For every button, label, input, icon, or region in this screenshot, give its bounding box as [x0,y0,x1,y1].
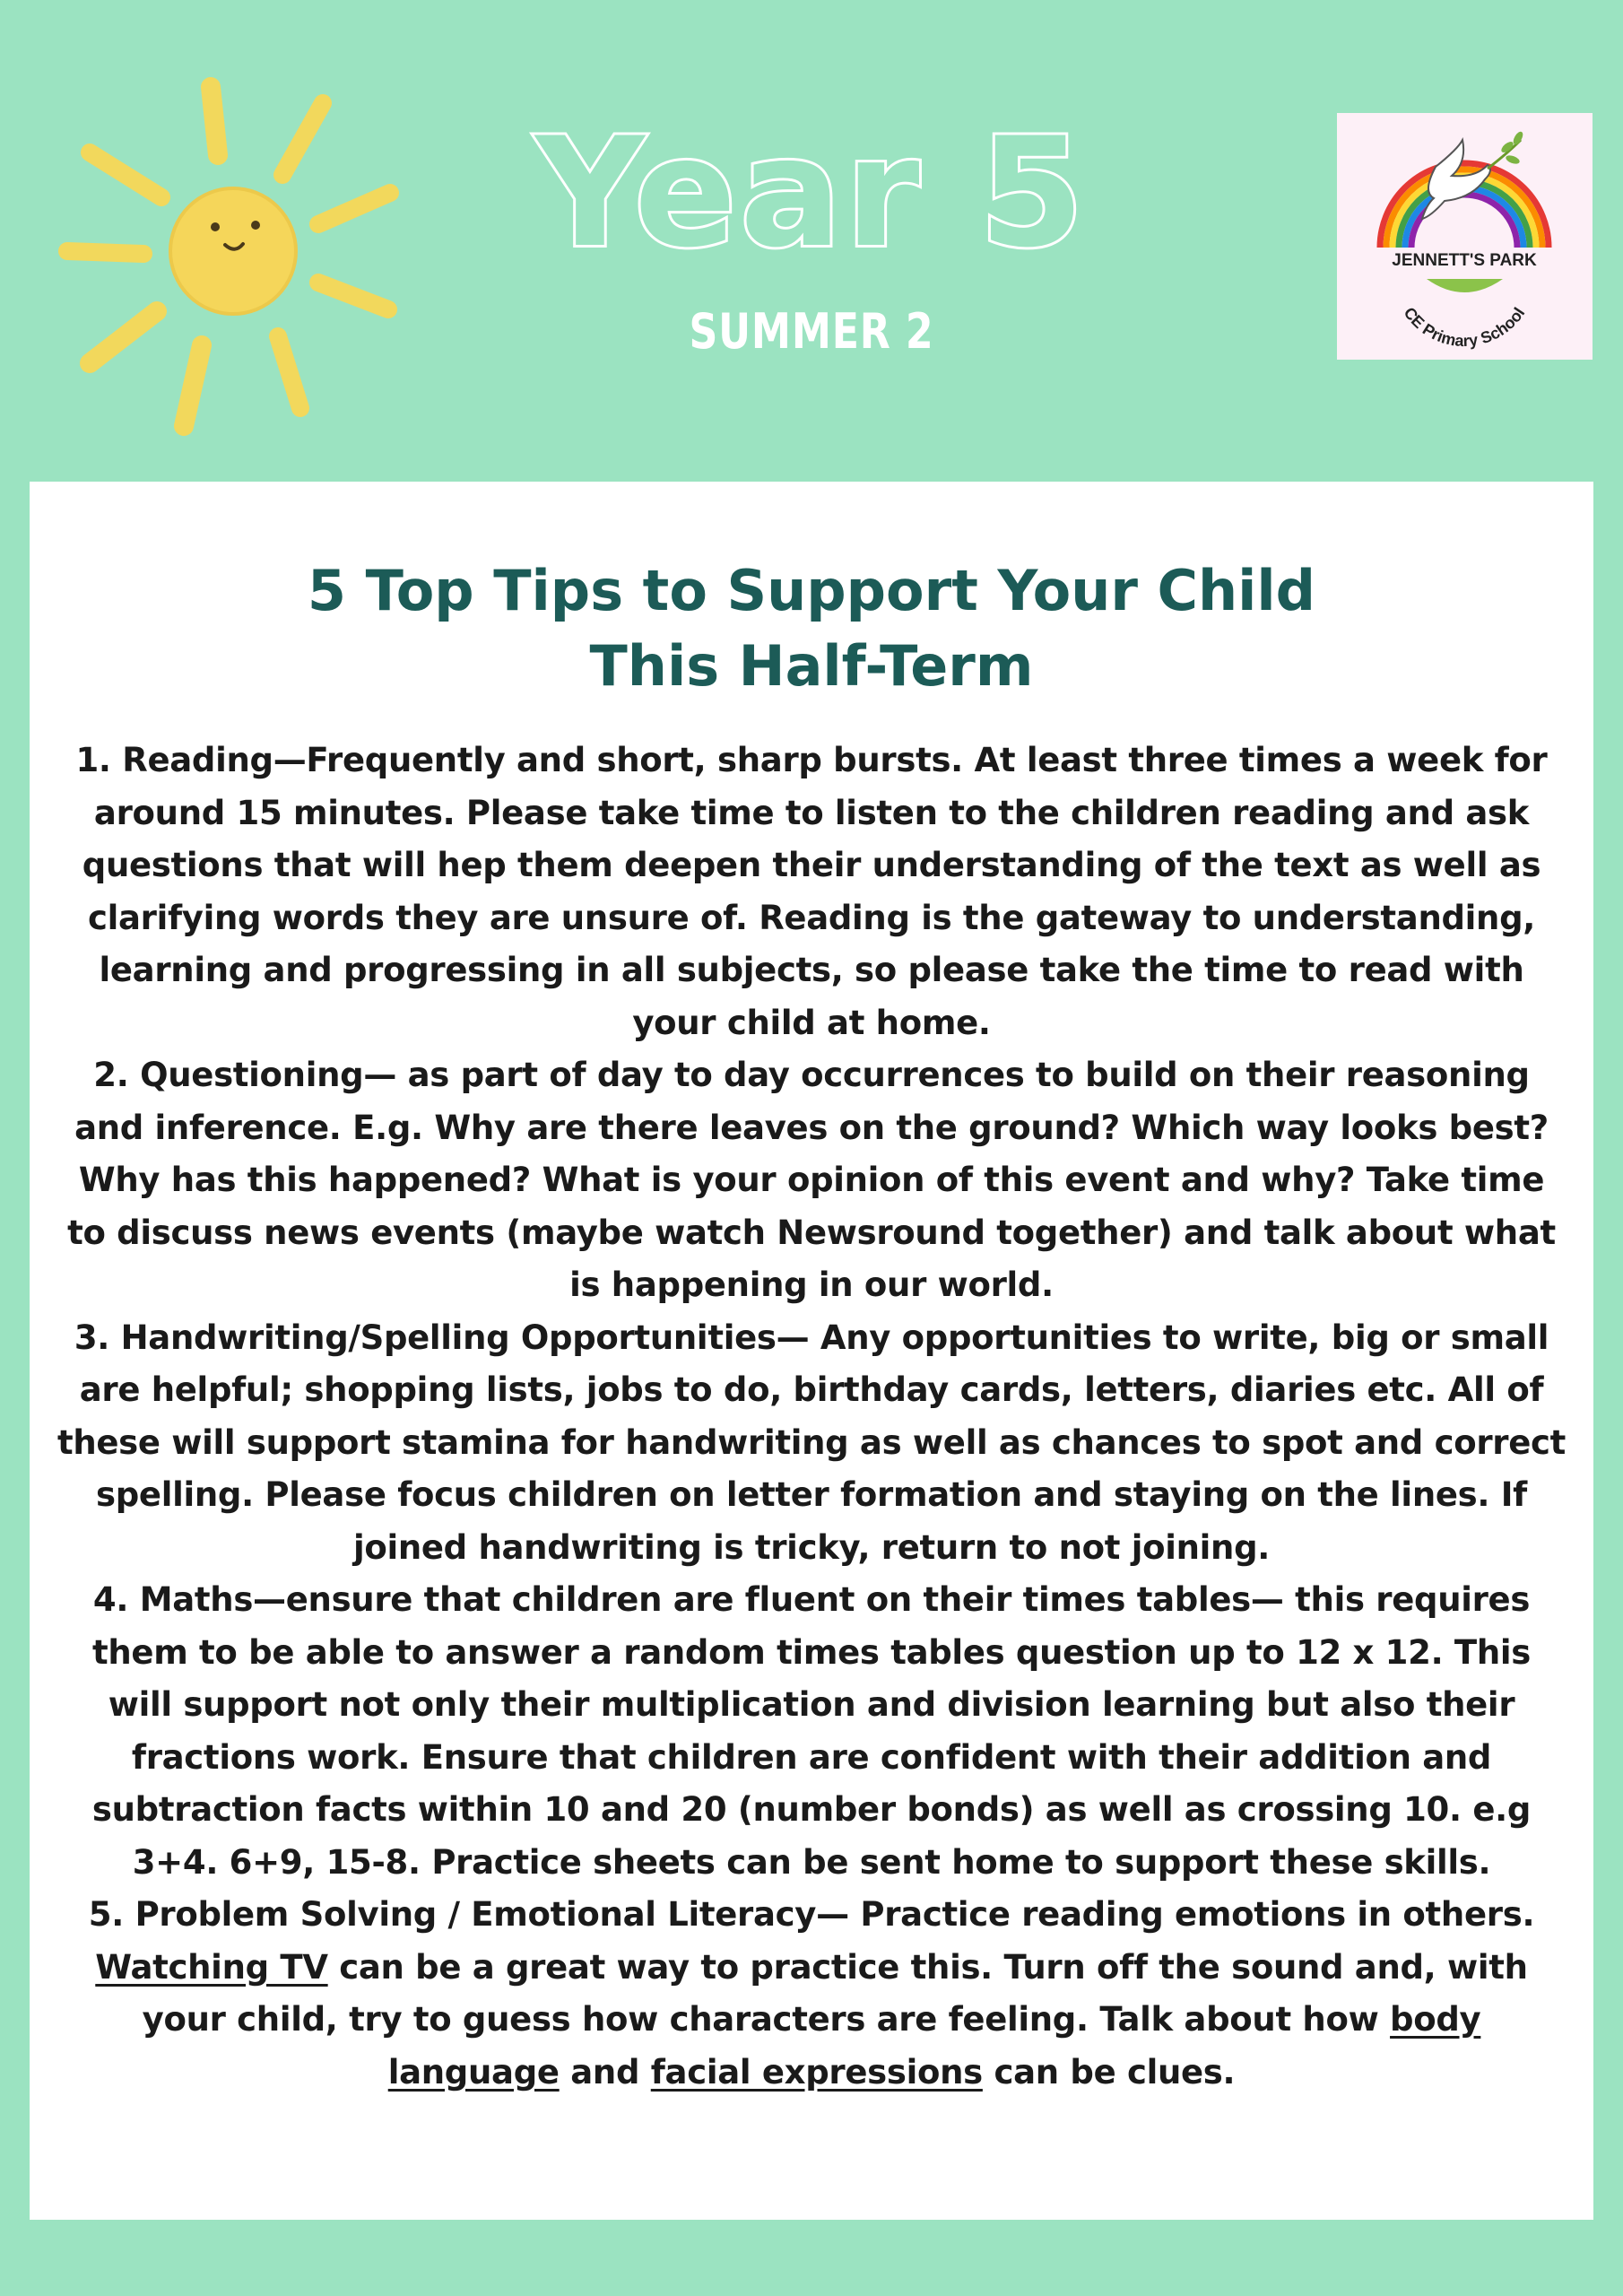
tip-questioning: 2. Questioning— as part of day to day occurrences to build on their reasoning and inference. E.g. Why are there leaves on the ground? Which way looks best? Why has this happened? What is your opinion of this event and why? Take time to discuss news events (maybe watch Newsround together) and talk about what is happening in our world. [67,1056,1556,1304]
term-label: SUMMER 2 [689,303,934,360]
tip5-text-4: can be clues. [982,2052,1236,2092]
rainbow-dove-logo-icon [1337,113,1593,360]
logo-name: JENNETT'S PARK [1392,251,1537,270]
tip-handwriting: 3. Handwriting/Spelling Opportunities— Any opportunities to write, big or small are helpful; shopping lists, jobs to do, birthday cards, letters, diaries etc. All of these will support stamina for handwriting as well as chances to spot and correct spelling. Please focus children on letter formation and staying on the lines. If joined handwriting is tricky, return to not joining. [56,1318,1567,1567]
header [0,0,1623,480]
tip-reading: 1. Reading—Frequently and short, sharp bursts. At least three times a week for around 15 minutes. Please take time to listen to the children reading and ask questions that will hep them deepen their understanding of the text as well as clarifying words they are unsure of. Reading is the gateway to understanding, learning and progressing in all subjects, so please take the time to read with your child at home. [75,741,1548,1042]
tips-list [56,735,1567,2099]
tip-problem-solving [56,1889,1567,2099]
logo-subtitle: CE Primary School [1400,303,1529,351]
tip5-text-1: 5. Problem Solving / Emotional Literacy— Practice reading emotions in others. [88,1895,1535,1934]
tip5-text-2: can be a great way to practice this. Turn off the sound and, with your child, try to guess how characters are feeling. Talk about how [142,1947,1528,2039]
headline-line-1: 5 Top Tips to Support Your Child [307,558,1316,623]
svg-text:CE Primary School [1401,304,1529,350]
page-title: Year 5 [535,105,1088,281]
watching-tv-link[interactable]: Watching TV [95,1947,328,1987]
tip-maths: 4. Maths—ensure that children are fluent on their times tables— this requires them to be able to answer a random times tables question up to 12 x 12. This will support not only their multiplication and division learning but also their fractions work. Ensure that children are confident with their addition and subtraction facts within 10 and 20 (number bonds) as well as crossing 10. e.g 3+4. 6+9, 15-8. Practice sheets can be sent home to support these skills. [91,1580,1532,1882]
card-headline [30,553,1593,704]
headline-line-2: This Half-Term [589,633,1034,699]
tip5-text-3: and [559,2052,651,2092]
body-language-link[interactable]: body language [387,2000,1481,2092]
facial-expressions-link[interactable]: facial expressions [650,2052,983,2092]
tips-card [30,482,1593,2220]
school-logo [1337,113,1593,360]
